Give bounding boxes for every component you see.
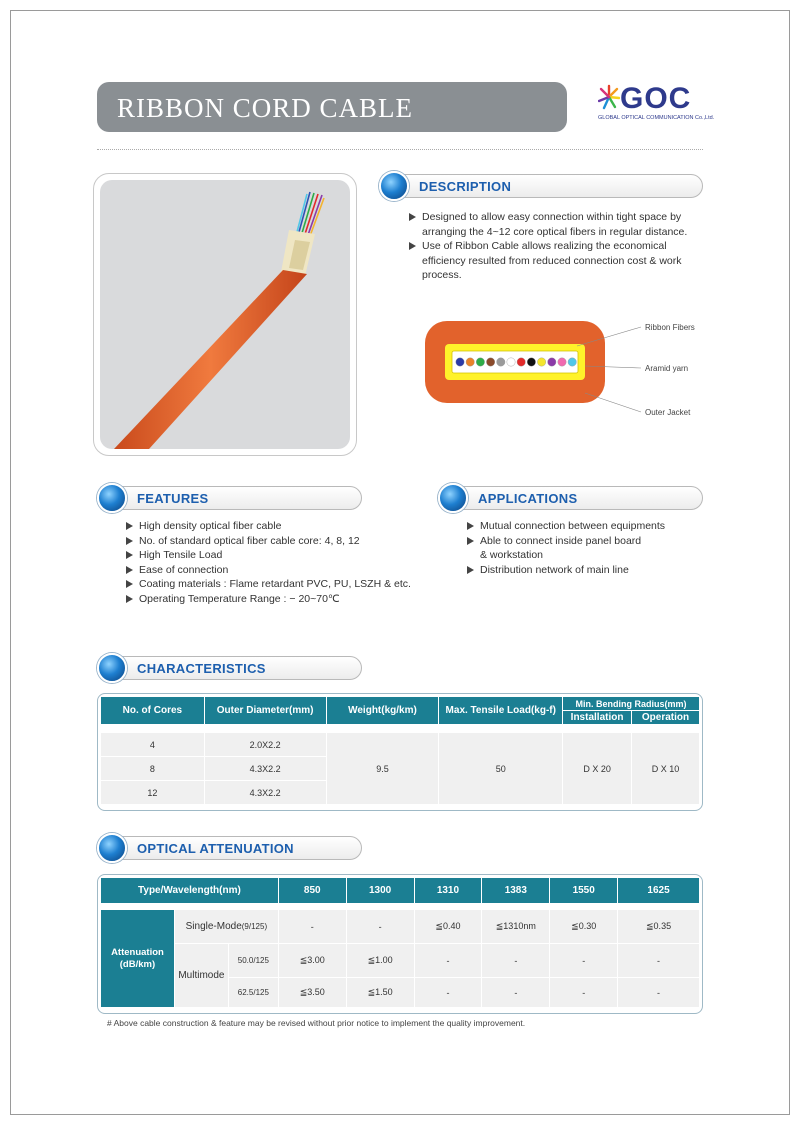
col-header: 1550 [550, 878, 618, 904]
list-item: Able to connect inside panel board [465, 534, 705, 549]
cable-cross-section [425, 318, 715, 423]
label-ribbon-fibers: Ribbon Fibers [645, 323, 695, 332]
description-header [384, 174, 703, 198]
cell: 50 [439, 733, 563, 805]
bullet-ball-icon [97, 833, 127, 863]
fiber-dot [466, 358, 474, 366]
label-outer-jacket: Outer Jacket [645, 408, 691, 417]
description-heading: DESCRIPTION [419, 179, 512, 194]
attenuation-heading: OPTICAL ATTENUATION [137, 841, 294, 856]
cable-illustration [100, 180, 350, 449]
cell: ≦1.50 [346, 978, 414, 1008]
attenuation-header [102, 836, 362, 860]
list-item: Ease of connection [124, 563, 434, 578]
col-header: Weight(kg/km) [326, 697, 439, 725]
list-item: Use of Ribbon Cable allows realizing the economical [407, 239, 707, 254]
cell: Single-Mode(9/125) [174, 910, 278, 944]
applications-list [465, 519, 705, 577]
cell: ≦0.30 [550, 910, 618, 944]
col-header: 1310 [414, 878, 482, 904]
table-row [101, 910, 700, 944]
fiber-dot [558, 358, 566, 366]
fiber-dot [527, 358, 535, 366]
cell: - [482, 944, 550, 978]
bullet-ball-icon [379, 171, 409, 201]
cell: - [414, 978, 482, 1008]
applications-heading: APPLICATIONS [478, 491, 578, 506]
cell: D X 20 [563, 733, 632, 805]
cell: - [346, 910, 414, 944]
col-header: Outer Diameter(mm) [204, 697, 326, 725]
list-item: Mutual connection between equipments [465, 519, 705, 534]
fiber-dot [537, 358, 545, 366]
title-bar [97, 82, 567, 132]
bullet-ball-icon [438, 483, 468, 513]
logo-name: GOC [620, 82, 692, 115]
page-title: RIBBON CORD CABLE [117, 93, 414, 123]
col-header: Installation [563, 711, 632, 725]
col-header: Max. Tensile Load(kg-f) [439, 697, 563, 725]
starburst-icon [598, 84, 620, 110]
features-list [124, 519, 434, 606]
cell: - [550, 978, 618, 1008]
characteristics-header [102, 656, 362, 680]
fiber-dot [507, 358, 515, 366]
logo-subtitle: GLOBAL OPTICAL COMMUNICATION Co.,Ltd. [598, 115, 715, 121]
applications-header [443, 486, 703, 510]
cell: ≦3.50 [278, 978, 346, 1008]
list-item-continuation: & workstation [480, 549, 544, 561]
cell: D X 10 [632, 733, 700, 805]
fiber-dot [497, 358, 505, 366]
characteristics-table [100, 696, 700, 805]
col-header: 850 [278, 878, 346, 904]
table-row [101, 944, 700, 978]
cell: - [618, 978, 700, 1008]
fiber-dot [548, 358, 556, 366]
col-header: Type/Wavelength(nm) [101, 878, 279, 904]
cell: 8 [101, 757, 205, 781]
fiber-dot [456, 358, 464, 366]
col-header: Operation [632, 711, 700, 725]
cell: 9.5 [326, 733, 439, 805]
product-photo-frame [93, 173, 357, 456]
table-row [101, 733, 700, 757]
footnote: # Above cable construction & feature may be revised without prior notice to implement the quality improvement. [107, 1018, 526, 1028]
divider [97, 149, 703, 150]
cell: ≦3.00 [278, 944, 346, 978]
cell: ≦0.40 [414, 910, 482, 944]
col-header: 1300 [346, 878, 414, 904]
characteristics-heading: CHARACTERISTICS [137, 661, 266, 676]
col-header: 1383 [482, 878, 550, 904]
list-item: No. of standard optical fiber cable core: 4, 8, 12 [124, 534, 434, 549]
list-item: Designed to allow easy connection within tight space by [407, 210, 707, 225]
bullet-ball-icon [97, 653, 127, 683]
features-heading: FEATURES [137, 491, 209, 506]
cell: - [550, 944, 618, 978]
list-item: High density optical fiber cable [124, 519, 434, 534]
list-item: Operating Temperature Range : − 20~70℃ [124, 592, 434, 607]
col-header: No. of Cores [101, 697, 205, 725]
list-item-continuation: efficiency resulted from reduced connection cost & work [422, 254, 682, 267]
list-item: High Tensile Load [124, 548, 434, 563]
features-header [102, 486, 362, 510]
cell: 2.0X2.2 [204, 733, 326, 757]
cell: 50.0/125 [228, 944, 278, 978]
cell: Multimode [174, 944, 228, 1008]
bullet-ball-icon [97, 483, 127, 513]
attenuation-table [100, 877, 700, 1008]
cell: ≦1310nm [482, 910, 550, 944]
cell: - [414, 944, 482, 978]
list-item-continuation: process. [422, 269, 462, 281]
cell: 12 [101, 781, 205, 805]
description-list [407, 210, 707, 283]
cell: ≦0.35 [618, 910, 700, 944]
cell: ≦1.00 [346, 944, 414, 978]
row-header: Attenuation (dB/km) [101, 910, 175, 1008]
cell: - [278, 910, 346, 944]
fiber-dot [568, 358, 576, 366]
fiber-dot [486, 358, 494, 366]
cell: 4 [101, 733, 205, 757]
list-item: Coating materials : Flame retardant PVC, PU, LSZH & etc. [124, 577, 434, 592]
list-item-continuation: arranging the 4~12 core optical fibers in regular distance. [422, 225, 688, 238]
characteristics-table-frame [97, 693, 703, 811]
attenuation-table-frame [97, 874, 703, 1014]
fiber-dot [476, 358, 484, 366]
cell: - [618, 944, 700, 978]
cell: - [482, 978, 550, 1008]
cell: 62.5/125 [228, 978, 278, 1008]
cell: 4.3X2.2 [204, 757, 326, 781]
goc-logo [598, 82, 715, 127]
cell: 4.3X2.2 [204, 781, 326, 805]
col-header: 1625 [618, 878, 700, 904]
product-photo [100, 180, 350, 449]
list-item: Distribution network of main line [465, 563, 705, 578]
col-header: Min. Bending Radius(mm) [563, 697, 700, 711]
fiber-dot [517, 358, 525, 366]
label-aramid-yarn: Aramid yarn [645, 364, 689, 373]
